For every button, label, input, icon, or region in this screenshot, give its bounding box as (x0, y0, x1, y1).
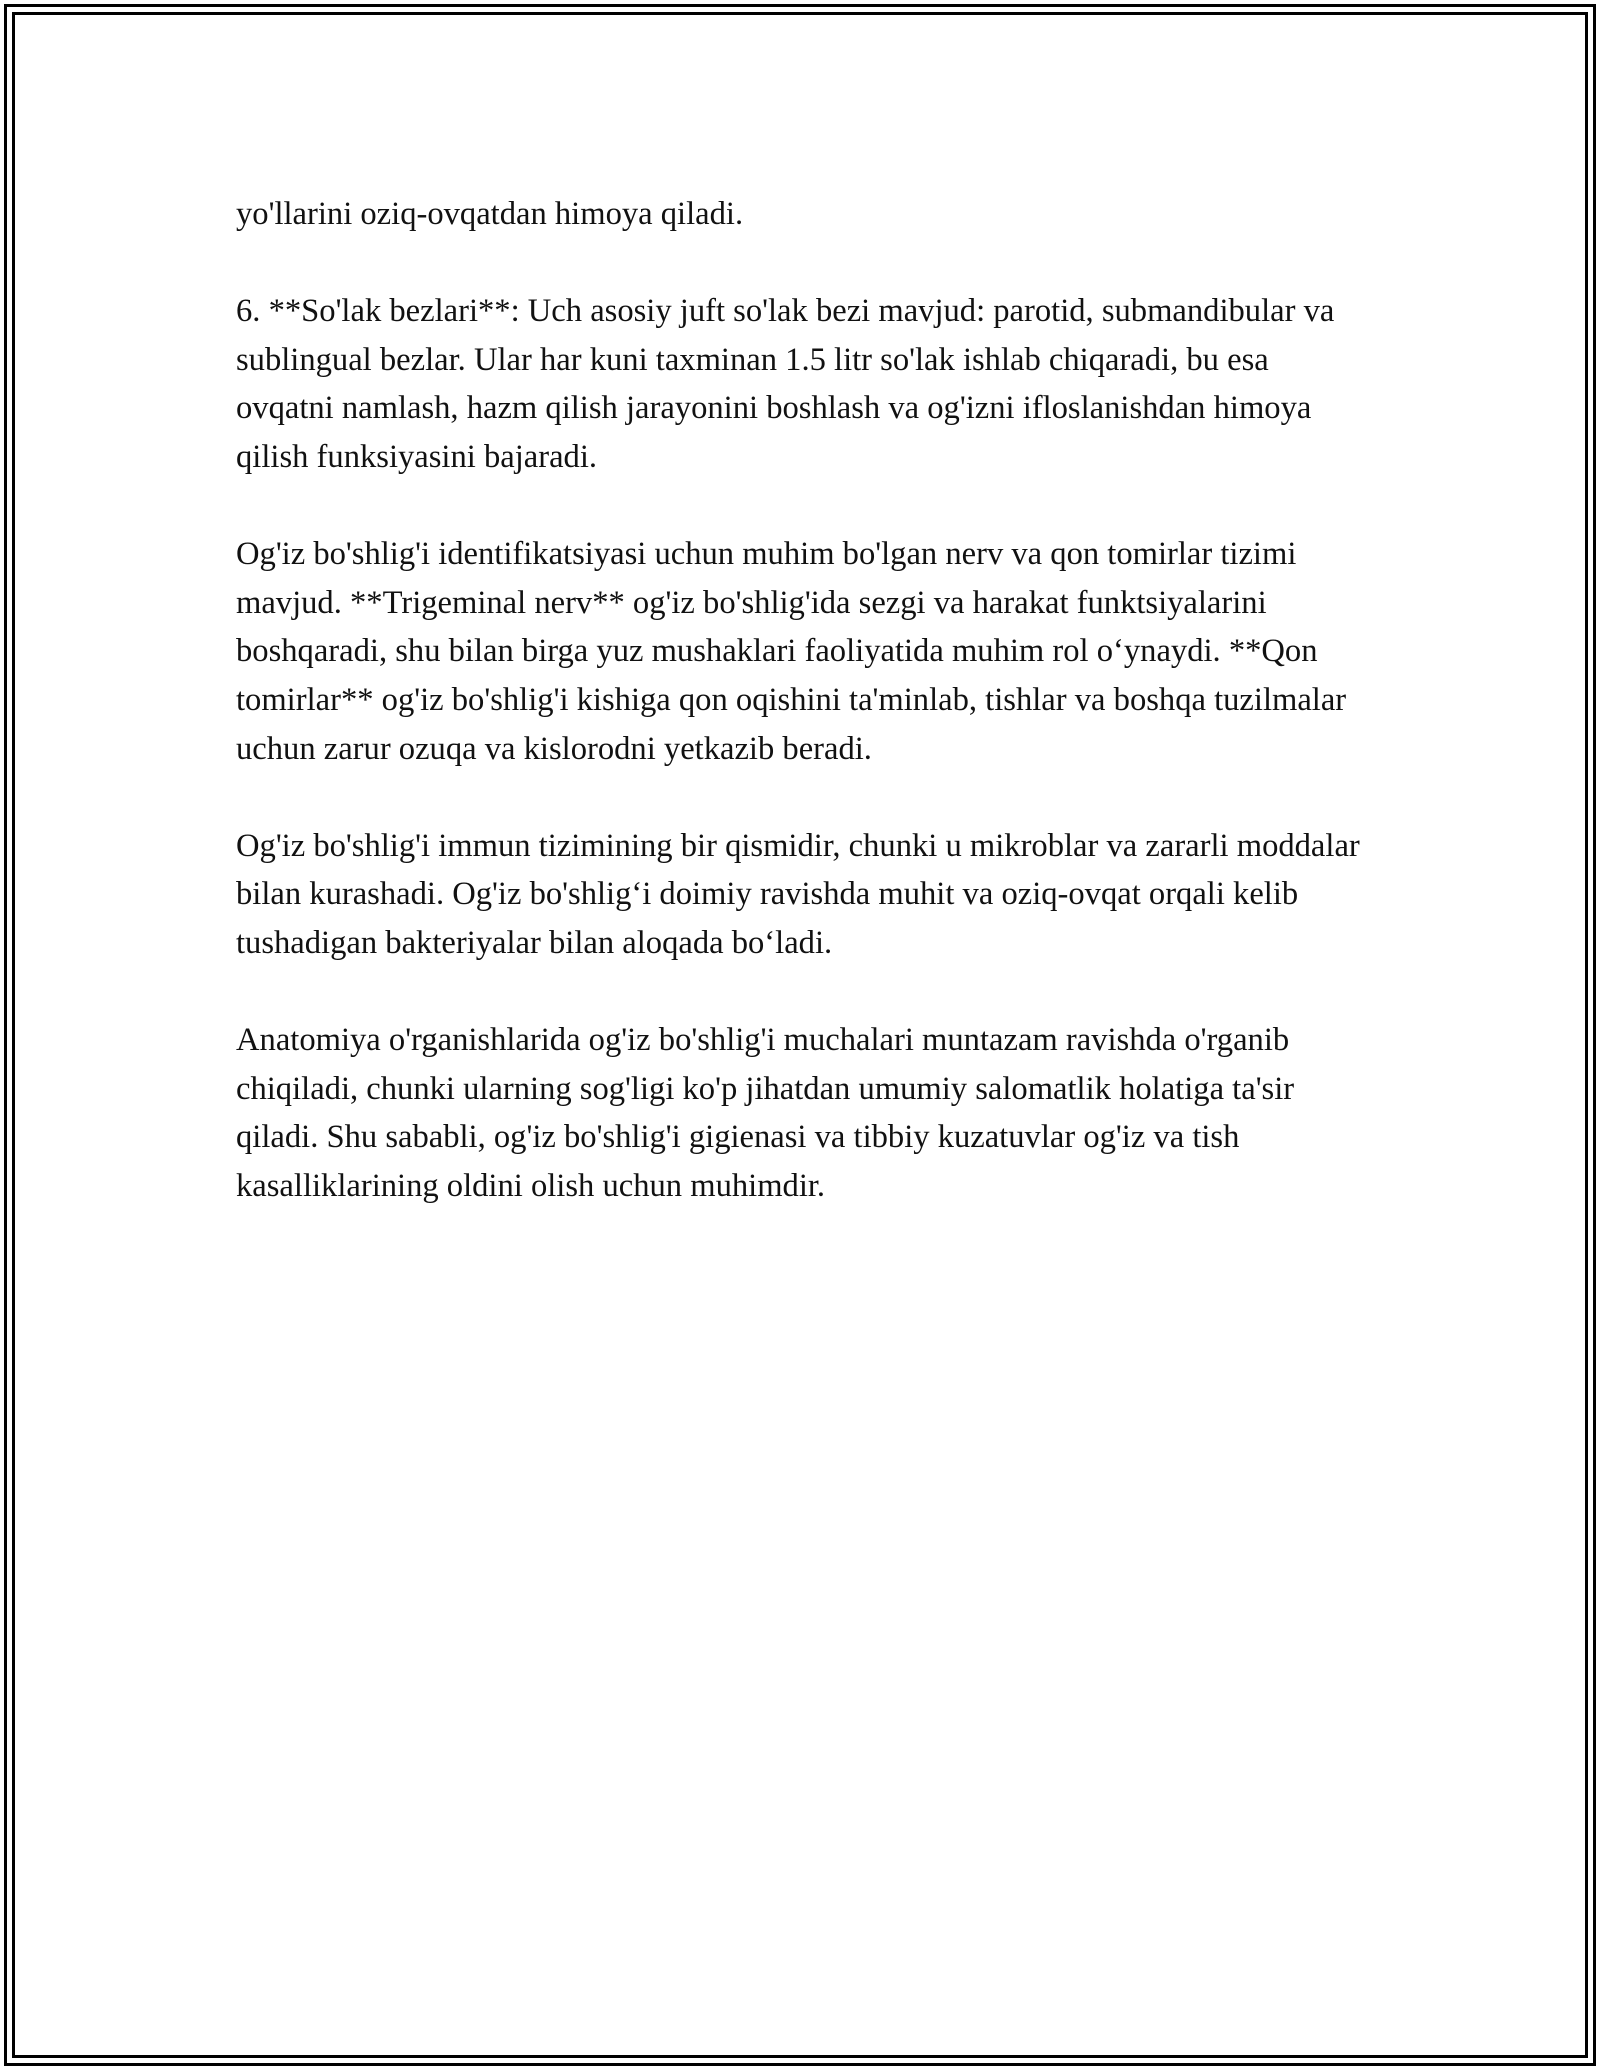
paragraph-nerves-vessels: Og'iz bo'shlig'i identifikatsiyasi uchun muhim bo'lgan nerv va qon tomirlar tizimi mavjud. **Trigeminal nerv** og'iz bo'shlig'ida sezgi va harakat funktsiyalarini boshqaradi, shu bilan birga yuz mushaklari faoliyatida muhim rol o‘ynaydi. **Qon tomirlar** og'iz bo'shlig'i kishiga qon oqishini ta'minlab, tishlar va boshqa tuzilmalar uchun zarur ozuqa va kislorodni yetkazib beradi. (236, 536, 1347, 767)
paragraph-anatomy-studies: Anatomiya o'rganishlarida og'iz bo'shlig'i muchalari muntazam ravishda o'rganib chiqiladi, chunki ularning sog'ligi ko'p jihatdan umumiy salomatlik holatiga ta'sir qiladi. Shu sababli, og'iz bo'shlig'i gigienasi va tibbiy kuzatuvlar og'iz va tish kasalliklarining oldini olish uchun muhimdir. (236, 1022, 1295, 1204)
paragraph-continuation: yo'llarini oziq-ovqatdan himoya qiladi. (236, 196, 744, 232)
paragraph-immune-system: Og'iz bo'shlig'i immun tizimining bir qismidir, chunki u mikroblar va zararli moddalar bilan kurashadi. Og'iz bo'shlig‘i doimiy ravishda muhit va oziq-ovqat orqali kelib tushadigan bakteriyalar bilan aloqada bo‘ladi. (236, 827, 1360, 961)
document-body (236, 190, 1366, 1210)
paragraph-salivary-glands: 6. **So'lak bezlari**: Uch asosiy juft so'lak bezi mavjud: parotid, submandibular va sublingual bezlar. Ular har kuni taxminan 1.5 litr so'lak ishlab chiqaradi, bu esa ovqatni namlash, hazm qilish jarayonini boshlash va og'izni ifloslanishdan himoya qilish funksiyasini bajaradi. (236, 293, 1335, 475)
